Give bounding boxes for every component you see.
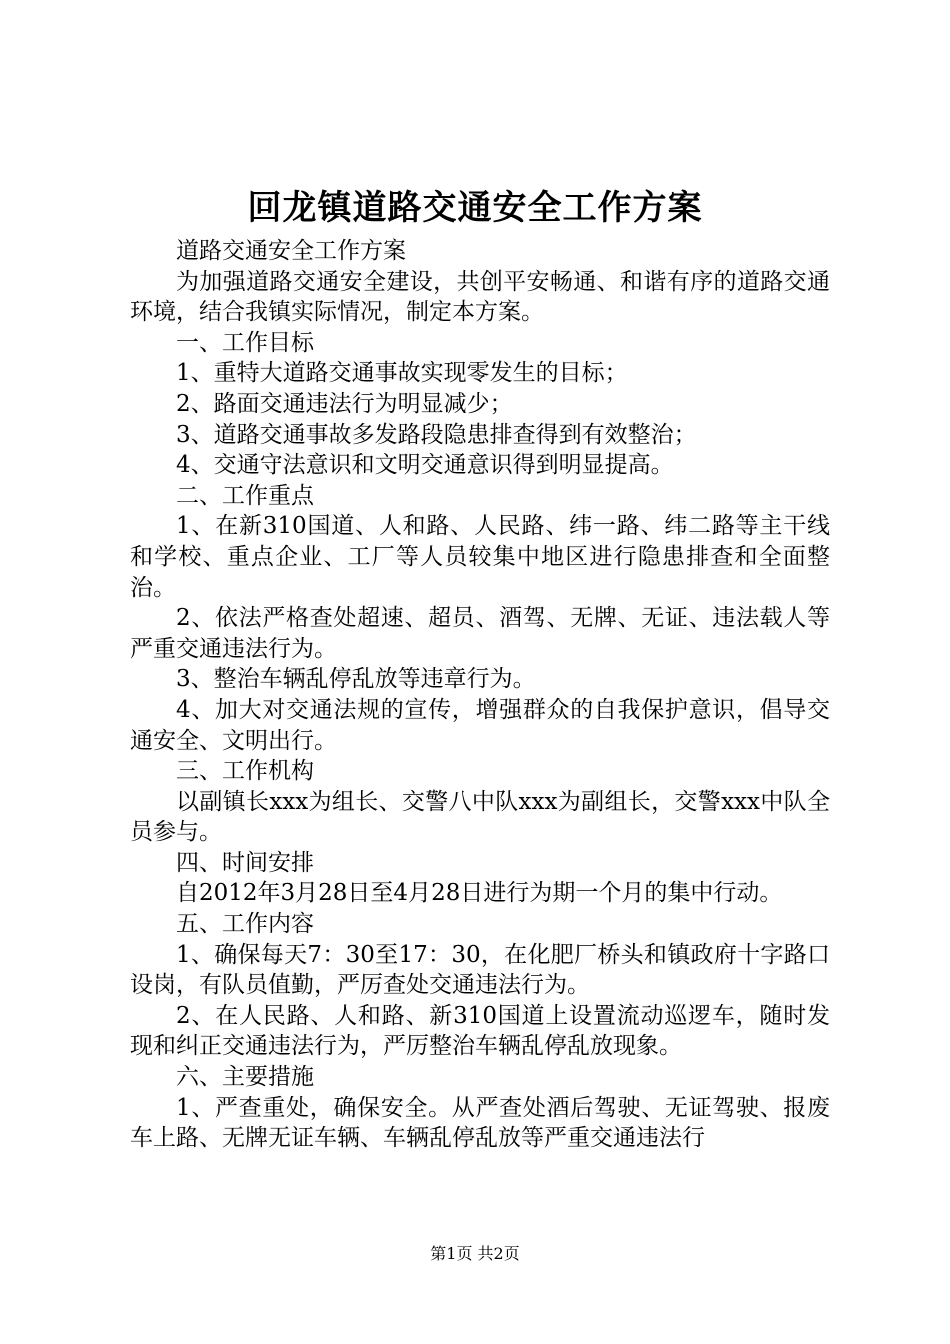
section-heading-focus: 二、工作重点: [176, 482, 314, 509]
focus-item: 1、在新310国道、人和路、人民路、纬一路、纬二路等主干线和学校、重点企业、工厂等人员较集中地区进行隐患排查和全面整治。: [130, 513, 830, 601]
goal-item: 3、道路交通事故多发路段隐患排查得到有效整治；: [176, 421, 697, 448]
content-item: 2、在人民路、人和路、新310国道上设置流动巡逻车，随时发现和纠正交通违法行为，严厉整治车辆乱停乱放现象。: [130, 1002, 830, 1060]
content-item: 1、确保每天7：30至17：30，在化肥厂桥头和镇政府十字路口设岗，有队员值勤，严厉查处交通违法行为。: [130, 941, 830, 999]
goal-item: 1、重特大道路交通事故实现零发生的目标；: [176, 360, 628, 387]
section-heading-content: 五、工作内容: [176, 911, 314, 938]
section-heading-measures: 六、主要措施: [176, 1064, 314, 1091]
focus-item: 4、加大对交通法规的宣传，增强群众的自我保护意识，倡导交通安全、文明出行。: [130, 696, 830, 754]
schedule-text: 自2012年3月28日至4月28日进行为期一个月的集中行动。: [176, 880, 783, 907]
focus-item: 3、整治车辆乱停乱放等违章行为。: [176, 666, 536, 693]
document-body: [130, 236, 830, 1154]
goal-item: 2、路面交通违法行为明显减少；: [176, 390, 513, 417]
paragraph-subtitle: 道路交通安全工作方案: [176, 238, 406, 264]
goal-item: 4、交通守法意识和文明交通意识得到明显提高。: [176, 452, 674, 479]
measures-item: 1、严查重处，确保安全。从严查处酒后驾驶、无证驾驶、报废车上路、无牌无证车辆、车辆乱停乱放等严重交通违法行: [130, 1094, 830, 1152]
page-footer: 第1页 共2页: [430, 1244, 520, 1263]
section-heading-schedule: 四、时间安排: [176, 849, 314, 876]
organization-text: 以副镇长xxx为组长、交警八中队xxx为副组长，交警xxx中队全员参与。: [130, 788, 830, 846]
paragraph-intro: 为加强道路交通安全建设，共创平安畅通、和谐有序的道路交通环境，结合我镇实际情况，制定本方案。: [130, 268, 830, 326]
section-heading-organization: 三、工作机构: [176, 758, 314, 785]
document-title: 回龙镇道路交通安全工作方案: [247, 188, 703, 228]
focus-item: 2、依法严格查处超速、超员、酒驾、无牌、无证、违法载人等严重交通违法行为。: [130, 605, 830, 662]
section-heading-goals: 一、工作目标: [176, 329, 314, 356]
